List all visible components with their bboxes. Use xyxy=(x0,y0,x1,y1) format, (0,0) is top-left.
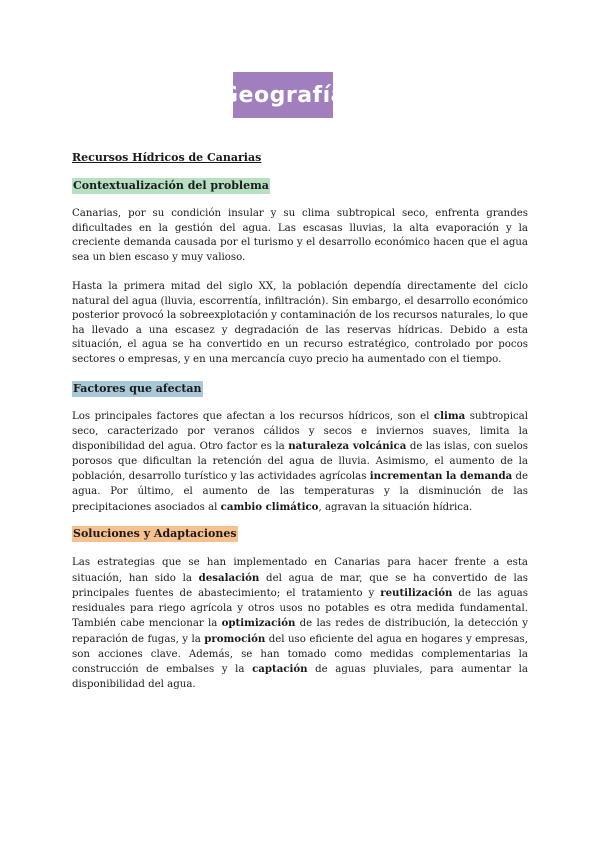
bold-term: captación xyxy=(252,663,308,676)
paragraph xyxy=(72,207,528,265)
paragraph xyxy=(72,280,528,368)
paragraph xyxy=(72,409,528,515)
bold-term: optimización xyxy=(221,617,296,630)
bold-term: desalación xyxy=(198,571,260,584)
text-run: del uso eficiente del agua en hogares y empresas, son acciones clave. Además, se han tomado como medidas complementarias la construcción de embalses y la xyxy=(72,633,528,676)
text-run: de las aguas residuales para riego agrícola y otros usos no potables es otra medida fundamental. También cabe mencionar la xyxy=(72,588,528,630)
section-heading-factores: Factores que afectan xyxy=(73,382,202,395)
bold-term: clima xyxy=(433,410,466,422)
logo-geografia: Geografía xyxy=(233,72,333,118)
text-run: , agravan la situación hídrica. xyxy=(318,501,473,513)
section-heading-soluciones: Soluciones y Adaptaciones xyxy=(73,527,237,540)
bold-term: promoción xyxy=(204,632,266,645)
text-run: de agua. Por último, el aumento de las temperaturas y la disminución de las precipitaciones asociados al xyxy=(72,471,528,513)
bold-term: incrementan la demanda xyxy=(369,470,513,483)
text-run: de aguas pluviales, para aumentar la disponibilidad del agua. xyxy=(72,664,529,690)
document-title: Recursos Hídricos de Canarias xyxy=(72,151,262,164)
text-run: Las estrategias que se han implementado en Canarias para hacer frente a esta situación, han sido la xyxy=(72,557,528,584)
text-run: Hasta la primera mitad del siglo XX, la población dependía directamente del ciclo natural del agua (lluvia, escorrentía, infiltración). Sin embargo, el desarrollo económico posterior provocó la sobreexplotación y contaminación de los recursos naturales, lo que ha llevado a una escasez y degradación de las reservas hídricas. Debido a esta situación, el agua se ha convertido en un recurso estratégico, controlado por pocos sectores o empresas, y en una mercancía cuyo precio ha aumentado con el tiempo. xyxy=(72,281,528,365)
text-run: subtropical seco, caracterizado por veranos cálidos y secos e inviernos suaves, limita la disponibilidad del agua. Otro factor es la xyxy=(72,411,528,453)
text-run: de las redes de distribución, la detección y reparación de fugas, y la xyxy=(72,618,529,645)
text-run: Los principales factores que afectan a los recursos hídricos, son el xyxy=(72,411,434,422)
section-heading-contexto: Contextualización del problema xyxy=(73,179,269,192)
bold-term: cambio climático xyxy=(220,500,319,513)
text-run: del agua de mar, que se ha convertido de las principales fuentes de abastecimiento; el tratamiento y xyxy=(72,572,529,600)
text-run: Canarias, por su condición insular y su clima subtropical seco, enfrenta grandes dificultades en la gestión del agua. Las escasas lluvias, la alta evaporación y la creciente demanda causada por el turismo y el desarrollo económico hacen que el agua sea un bien escaso y muy valioso. xyxy=(72,208,528,263)
text-run: de las islas, con suelos porosos que dificultan la retención del agua de lluvia. Asimismo, el aumento de la población, desarrollo turístico y las actividades agrícolas xyxy=(72,441,528,483)
bold-term: reutilización xyxy=(380,587,453,600)
bold-term: naturaleza volcánica xyxy=(288,440,407,453)
paragraph xyxy=(72,556,528,692)
